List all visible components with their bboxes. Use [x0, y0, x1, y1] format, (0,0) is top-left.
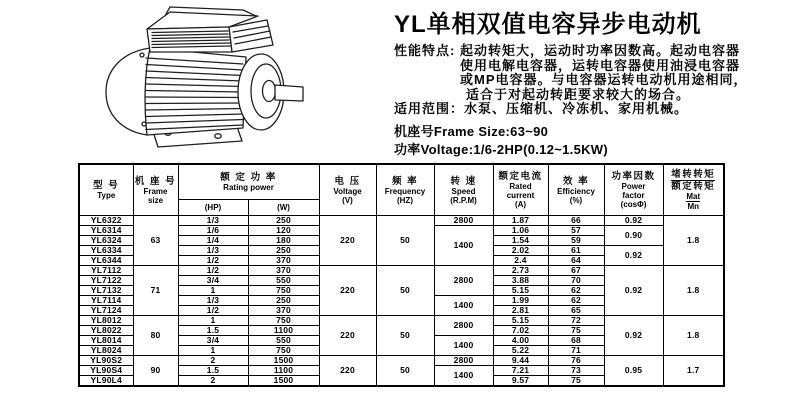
col-header-efficiency — [548, 164, 604, 216]
table-cell: 1/3 — [178, 296, 248, 306]
table-cell: 1400 — [434, 366, 493, 387]
header-frequency-zh: 频 率 — [391, 175, 419, 187]
header-speed-unit: (R.P.M) — [450, 195, 477, 205]
table-cell: 1/2 — [178, 256, 248, 266]
header-current-en2: current — [506, 191, 535, 200]
table-cell: 62 — [548, 286, 604, 296]
motor-body-icon — [106, 48, 246, 135]
header-frequency-en: Frequency — [384, 186, 426, 196]
table-cell: 1 — [178, 316, 248, 326]
table-cell: 550 — [248, 276, 319, 286]
header-frame-en2: size — [147, 195, 164, 205]
table-cell: YL7114 — [79, 296, 133, 306]
table-cell: 2.4 — [493, 256, 548, 266]
table-cell: 1/2 — [178, 306, 248, 316]
table-cell: 71 — [133, 266, 178, 316]
header-speed-en: Speed — [451, 186, 476, 196]
table-cell: 1.8 — [663, 216, 724, 266]
table-cell: 1 — [178, 286, 248, 296]
table-cell: 370 — [248, 266, 319, 276]
table-cell: 57 — [548, 226, 604, 236]
header-efficiency-zh: 效 率 — [562, 175, 590, 187]
table-cell: 1500 — [248, 356, 319, 366]
col-header-frame — [133, 164, 178, 216]
col-header-frequency — [376, 164, 434, 216]
features-line-3: 或MP电容器。与电容器运转电动机用途相同， — [460, 72, 748, 87]
table-cell: 5.15 — [493, 286, 548, 296]
table-cell: 4.00 — [493, 336, 548, 346]
table-cell: 3/4 — [178, 276, 248, 286]
table-cell: 1100 — [248, 366, 319, 376]
table-cell: 1 — [178, 346, 248, 356]
table-cell: YL7112 — [79, 266, 133, 276]
table-cell: 7.02 — [493, 326, 548, 336]
table-cell: 73 — [548, 366, 604, 376]
table-cell: 220 — [319, 356, 376, 387]
header-current-zh: 额定电流 — [498, 171, 543, 182]
table-cell: YL7124 — [79, 306, 133, 316]
table-cell: 61 — [548, 246, 604, 256]
table-cell: 2800 — [434, 266, 493, 296]
table-cell: 1.8 — [663, 266, 724, 316]
product-info — [394, 4, 798, 157]
table-cell: 2.73 — [493, 266, 548, 276]
col-header-torque-ratio — [663, 164, 724, 216]
header-w-label: (W) — [277, 203, 290, 212]
features-line-2: 使用电解电容器，运转电容器使用油浸电容器 — [460, 57, 741, 73]
col-header-speed — [434, 164, 493, 216]
table-cell: 76 — [548, 356, 604, 366]
table-cell: 80 — [133, 316, 178, 356]
table-cell: 2800 — [434, 316, 493, 336]
terminal-box-icon — [147, 7, 273, 52]
table-cell: 1400 — [434, 336, 493, 356]
table-cell: YL90S2 — [79, 356, 133, 366]
table-cell: 90 — [133, 356, 178, 387]
table-cell: YL6334 — [79, 246, 133, 256]
table-cell: 370 — [248, 306, 319, 316]
table-cell: YL6324 — [79, 236, 133, 246]
table-cell: 59 — [548, 236, 604, 246]
table-cell: 1100 — [248, 326, 319, 336]
table-cell: 1/2 — [178, 266, 248, 276]
header-speed-zh: 转 速 — [450, 175, 477, 187]
table-cell: YL6344 — [79, 256, 133, 266]
col-header-rated-current — [493, 164, 548, 216]
table-cell: YL90L4 — [79, 376, 133, 387]
col-header-type — [79, 164, 133, 216]
header-pf-zh: 功率因数 — [611, 171, 656, 182]
table-cell: YL6314 — [79, 226, 133, 236]
end-shield-icon — [238, 54, 284, 130]
header-voltage-en: Voltage — [333, 186, 362, 196]
header-torque-zh-bottom: 额定转矩 — [671, 181, 716, 192]
table-cell: 68 — [548, 336, 604, 346]
header-torque-en-bottom: Mn — [687, 202, 700, 211]
table-cell: YL7122 — [79, 276, 133, 286]
shaft-icon — [275, 85, 303, 101]
table-cell: YL8022 — [79, 326, 133, 336]
table-cell: 2 — [178, 356, 248, 366]
header-current-unit: (A) — [514, 200, 527, 209]
table-cell: 2800 — [434, 216, 493, 226]
page-title: YL单相双值电容异步电动机 — [394, 11, 702, 38]
header-type-zh: 型 号 — [93, 180, 120, 191]
table-cell: 1.5 — [178, 326, 248, 336]
header-frame-zh: 机 座 号 — [134, 175, 177, 187]
table-cell: 75 — [548, 376, 604, 387]
table-cell: 3/4 — [178, 336, 248, 346]
table-cell: 1400 — [434, 226, 493, 266]
table-cell: 65 — [548, 306, 604, 316]
col-header-power-factor — [604, 164, 663, 216]
table-cell: 2.02 — [493, 246, 548, 256]
table-cell: 1.7 — [663, 356, 724, 387]
header-torque-en-top: Mat — [686, 192, 701, 201]
table-cell: 120 — [248, 226, 319, 236]
spec-table-body — [79, 216, 724, 387]
table-cell: 50 — [376, 356, 434, 387]
table-cell: 7.21 — [493, 366, 548, 376]
col-header-voltage — [319, 164, 376, 216]
header-voltage-unit: (V) — [342, 195, 353, 205]
table-cell: 9.44 — [493, 356, 548, 366]
table-row — [79, 266, 724, 276]
table-cell: 1.99 — [493, 296, 548, 306]
header-current-en1: Rated — [509, 182, 532, 191]
header-pf-unit: (cosΦ) — [620, 200, 647, 209]
table-cell: 1500 — [248, 376, 319, 387]
header-rating-en: Rating power — [223, 183, 274, 192]
table-cell: 750 — [248, 286, 319, 296]
spec-table-container — [78, 163, 725, 387]
table-cell: YL7132 — [79, 286, 133, 296]
header-pf-en1: Power — [621, 182, 646, 191]
table-cell: 250 — [248, 296, 319, 306]
header-pf-en2: factor — [622, 191, 645, 200]
table-cell: 66 — [548, 216, 604, 226]
table-row — [79, 356, 724, 366]
table-cell: 3.88 — [493, 276, 548, 286]
header-rating-zh: 额 定 功 率 — [220, 172, 277, 183]
header-efficiency-en: Efficiency — [557, 186, 595, 196]
motor-base-icon — [148, 112, 242, 147]
col-header-rating-power — [178, 164, 319, 200]
table-cell: YL8012 — [79, 316, 133, 326]
table-cell: 220 — [319, 266, 376, 316]
table-cell: 1/6 — [178, 226, 248, 236]
header-efficiency-unit: (%) — [569, 195, 583, 205]
col-header-w — [248, 200, 319, 216]
table-cell: 1.06 — [493, 226, 548, 236]
table-cell: 71 — [548, 346, 604, 356]
table-cell: 2 — [178, 376, 248, 387]
header-hp-label: (HP) — [204, 203, 222, 212]
table-row — [79, 316, 724, 326]
table-cell: YL8024 — [79, 346, 133, 356]
table-cell: 220 — [319, 216, 376, 266]
table-cell: 0.92 — [604, 246, 663, 266]
table-cell: 180 — [248, 236, 319, 246]
table-cell: 50 — [376, 266, 434, 316]
table-cell: 1/3 — [178, 216, 248, 226]
table-cell: 1/3 — [178, 246, 248, 256]
table-cell: 2.81 — [493, 306, 548, 316]
features-line-1: 性能特点: 起动转矩大，运动时功率因数高。起动电容器 — [394, 43, 740, 58]
table-cell: 1.54 — [493, 236, 548, 246]
frame-size-line: 机座号Frame Size:63~90 — [394, 123, 549, 139]
table-cell: 1.87 — [493, 216, 548, 226]
header-frame-en1: Frame — [143, 186, 168, 196]
table-cell: 50 — [376, 316, 434, 356]
table-cell: 550 — [248, 336, 319, 346]
features-line-4: 适合于对起动转距要求较大的场合。 — [466, 86, 691, 102]
table-cell: 1400 — [434, 296, 493, 316]
table-cell: 75 — [548, 326, 604, 336]
spec-table — [78, 163, 725, 387]
table-cell: 0.92 — [604, 266, 663, 316]
table-cell: 70 — [548, 276, 604, 286]
header-type-en: Type — [97, 191, 116, 200]
table-cell: 250 — [248, 246, 319, 256]
scope-line: 适用范围：水泵、压缩机、冷冻机、家用机械。 — [394, 101, 689, 116]
table-cell: 67 — [548, 266, 604, 276]
header-voltage-zh: 电 压 — [334, 175, 361, 187]
table-cell: 0.90 — [604, 226, 663, 246]
table-cell: 9.57 — [493, 376, 548, 387]
table-cell: 750 — [248, 346, 319, 356]
table-cell: 370 — [248, 256, 319, 266]
table-cell: 72 — [548, 316, 604, 326]
table-cell: YL8014 — [79, 336, 133, 346]
table-cell: 1.5 — [178, 366, 248, 376]
table-cell: YL90S4 — [79, 366, 133, 376]
table-cell: 220 — [319, 316, 376, 356]
table-cell: 1.8 — [663, 316, 724, 356]
table-cell: 5.22 — [493, 346, 548, 356]
table-row — [79, 216, 724, 226]
table-cell: 5.15 — [493, 316, 548, 326]
table-cell: 0.92 — [604, 316, 663, 356]
table-cell: 63 — [133, 216, 178, 266]
power-range-line: 功率Voltage:1/6-2HP(0.12~1.5KW) — [394, 141, 608, 157]
table-cell: 0.92 — [604, 216, 663, 226]
table-cell: 62 — [548, 296, 604, 306]
header-torque-zh-top: 堵转转矩 — [671, 169, 716, 180]
table-cell: 1/4 — [178, 236, 248, 246]
table-cell: 64 — [548, 256, 604, 266]
table-cell: YL6322 — [79, 216, 133, 226]
table-cell: 2800 — [434, 356, 493, 366]
table-cell: 250 — [248, 216, 319, 226]
table-cell: 0.95 — [604, 356, 663, 387]
col-header-hp — [178, 200, 248, 216]
header-frequency-unit: (HZ) — [397, 195, 414, 205]
table-cell: 750 — [248, 316, 319, 326]
table-cell: 50 — [376, 216, 434, 266]
